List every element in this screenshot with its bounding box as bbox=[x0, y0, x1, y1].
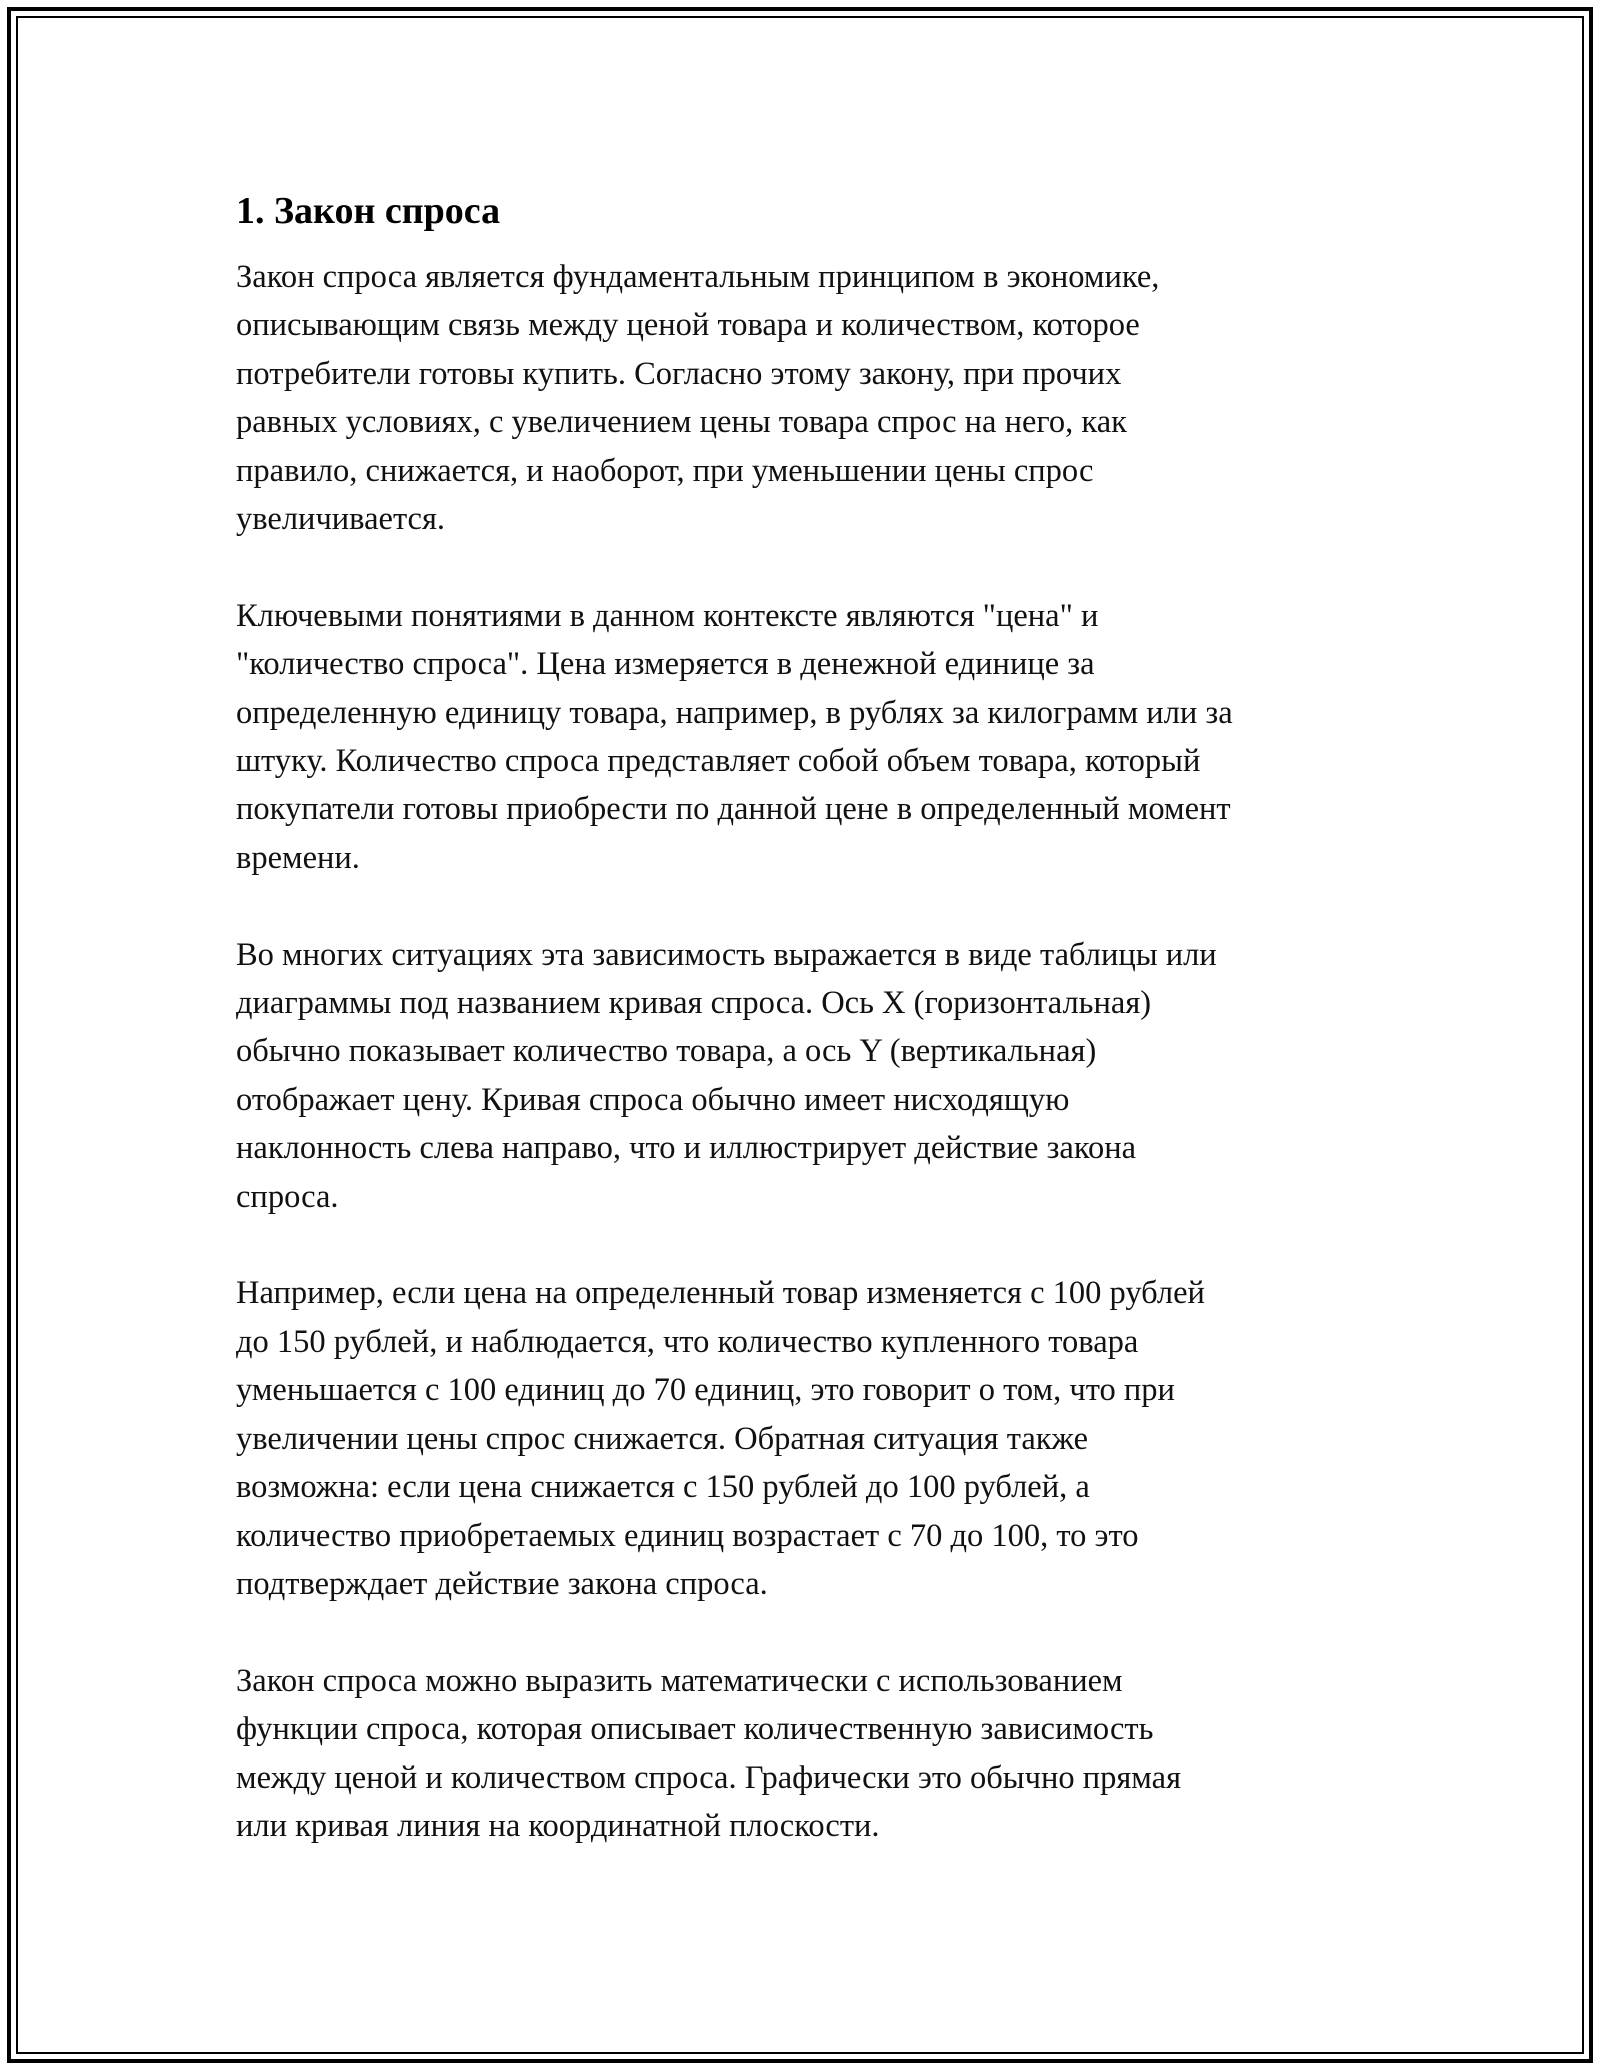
paragraph-demand-function: Закон спроса можно выразить математически с использованием функции спроса, которая описывает количественную зависимость между ценой и количеством спроса. Графически это обычно прямая или кривая линия на координатной плоскости. bbox=[236, 1662, 1182, 1844]
document-body bbox=[236, 185, 1386, 1899]
paragraph-definition: Закон спроса является фундаментальным принципом в экономике, описывающим связь между ценой товара и количеством, которое потребители готовы купить. Согласно этому закону, при прочих равных условиях, с увеличением цены товара спрос на него, как правило, снижается, и наоборот, при уменьшении цены спрос увеличивается. bbox=[236, 259, 1160, 538]
paragraph-demand-curve: Во многих ситуациях эта зависимость выражается в виде таблицы или диаграммы под названием кривая спроса. Ось X (горизонтальная) обычно показывает количество товара, а ось Y (вертикальная) отображает цену. Кривая спроса обычно имеет нисходящую наклонность слева направо, что и иллюстрирует действие закона спроса. bbox=[236, 936, 1217, 1215]
paragraph-example: Например, если цена на определенный товар изменяется с 100 рублей до 150 рублей, и наблюдается, что количество купленного товара уменьшается с 100 единиц до 70 единиц, это говорит о том, что при увеличении цены спрос снижается. Обратная ситуация также возможна: если цена снижается с 150 рублей до 100 рублей, а количество приобретаемых единиц возрастает с 70 до 100, то это подтверждает действие закона спроса. bbox=[236, 1275, 1205, 1602]
section-title: 1. Закон спроса bbox=[236, 190, 501, 232]
paragraph-key-concepts: Ключевыми понятиями в данном контексте являются "цена" и "количество спроса". Цена измеряется в денежной единице за определенную единицу товара, например, в рублях за килограмм или за штуку. Количество спроса представляет собой объем товара, который покупатели готовы приобрести по данной цене в определенный момент времени. bbox=[236, 597, 1233, 876]
